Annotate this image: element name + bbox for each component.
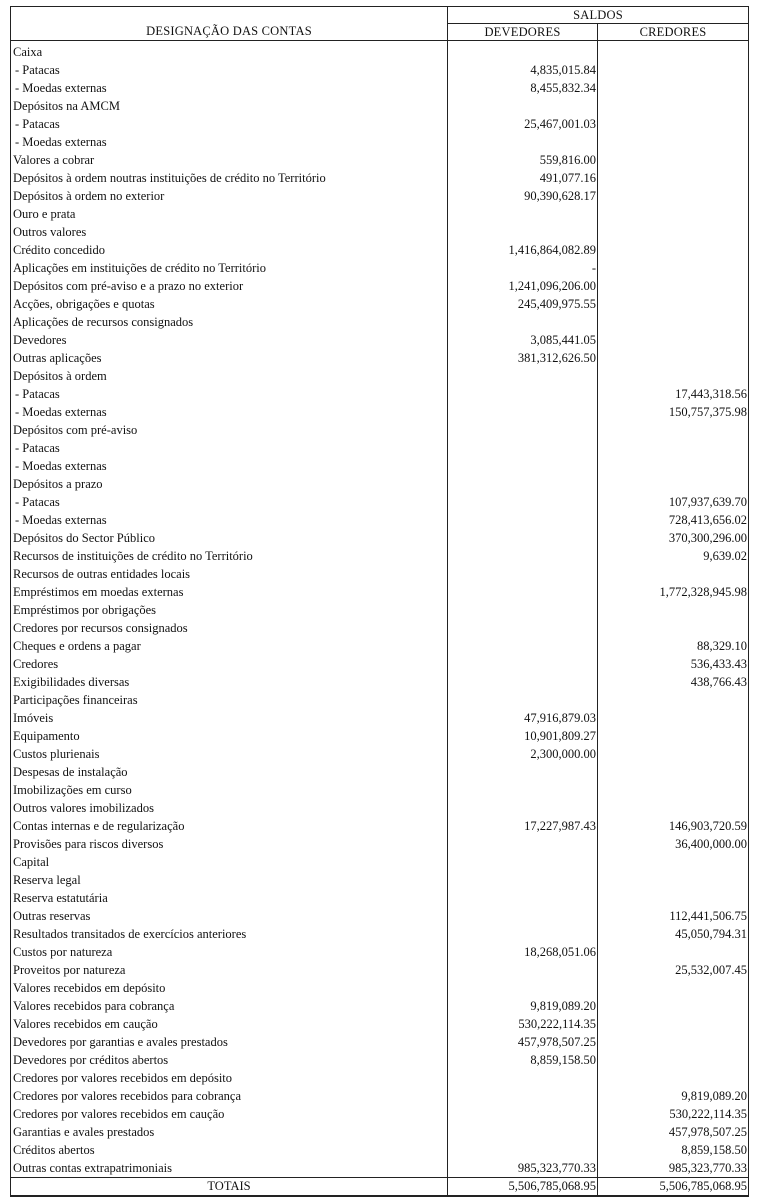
credores-cell: 107,937,639.70 xyxy=(598,493,749,511)
account-name-cell: Cheques e ordens a pagar xyxy=(11,637,448,655)
devedores-cell xyxy=(448,565,598,583)
account-name-cell: Garantias e avales prestados xyxy=(11,1123,448,1141)
credores-cell: 146,903,720.59 xyxy=(598,817,749,835)
account-name-cell: Crédito concedido xyxy=(11,241,448,259)
devedores-cell xyxy=(448,655,598,673)
devedores-cell xyxy=(448,547,598,565)
devedores-cell xyxy=(448,529,598,547)
devedores-cell: 559,816.00 xyxy=(448,151,598,169)
table-row xyxy=(11,943,749,961)
table-body xyxy=(11,41,749,1178)
table-row xyxy=(11,691,749,709)
devedores-cell xyxy=(448,637,598,655)
devedores-cell xyxy=(448,763,598,781)
credores-cell xyxy=(598,997,749,1015)
table-row xyxy=(11,565,749,583)
credores-cell xyxy=(598,709,749,727)
table-row xyxy=(11,457,749,475)
credores-cell: 530,222,114.35 xyxy=(598,1105,749,1123)
table-row xyxy=(11,817,749,835)
table-row xyxy=(11,475,749,493)
table-row xyxy=(11,1105,749,1123)
credores-cell xyxy=(598,259,749,277)
credores-cell xyxy=(598,115,749,133)
account-name-cell: Caixa xyxy=(11,41,448,62)
devedores-cell xyxy=(448,1123,598,1141)
devedores-cell: 18,268,051.06 xyxy=(448,943,598,961)
account-name-cell: - Patacas xyxy=(11,115,448,133)
column-header-credores: CREDORES xyxy=(598,24,749,41)
table-row xyxy=(11,655,749,673)
account-name-cell: Depósitos na AMCM xyxy=(11,97,448,115)
credores-cell: 150,757,375.98 xyxy=(598,403,749,421)
table-row xyxy=(11,421,749,439)
credores-cell xyxy=(598,691,749,709)
devedores-cell: 90,390,628.17 xyxy=(448,187,598,205)
account-name-cell: Custos plurienais xyxy=(11,745,448,763)
account-name-cell: Valores a cobrar xyxy=(11,151,448,169)
table-row xyxy=(11,403,749,421)
devedores-cell: 17,227,987.43 xyxy=(448,817,598,835)
devedores-cell xyxy=(448,97,598,115)
credores-cell xyxy=(598,439,749,457)
account-name-cell: Devedores por créditos abertos xyxy=(11,1051,448,1069)
account-name-cell: Aplicações em instituições de crédito no Território xyxy=(11,259,448,277)
accounts-balance-table xyxy=(10,6,749,1197)
credores-cell xyxy=(598,979,749,997)
devedores-cell xyxy=(448,493,598,511)
table-row xyxy=(11,205,749,223)
account-name-cell: Outras reservas xyxy=(11,907,448,925)
credores-cell xyxy=(598,349,749,367)
account-name-cell: Devedores xyxy=(11,331,448,349)
table-row xyxy=(11,781,749,799)
credores-cell: 36,400,000.00 xyxy=(598,835,749,853)
devedores-cell xyxy=(448,799,598,817)
devedores-cell xyxy=(448,385,598,403)
devedores-cell xyxy=(448,313,598,331)
credores-cell xyxy=(598,457,749,475)
account-name-cell: Exigibilidades diversas xyxy=(11,673,448,691)
credores-cell xyxy=(598,853,749,871)
account-name-cell: Equipamento xyxy=(11,727,448,745)
credores-cell: 1,772,328,945.98 xyxy=(598,583,749,601)
devedores-cell xyxy=(448,41,598,62)
table-row xyxy=(11,889,749,907)
credores-cell: 9,819,089.20 xyxy=(598,1087,749,1105)
credores-cell: 9,639.02 xyxy=(598,547,749,565)
account-name-cell: Outros valores imobilizados xyxy=(11,799,448,817)
table-row xyxy=(11,169,749,187)
credores-cell: 8,859,158.50 xyxy=(598,1141,749,1159)
devedores-cell xyxy=(448,1069,598,1087)
credores-cell xyxy=(598,1033,749,1051)
credores-cell: 457,978,507.25 xyxy=(598,1123,749,1141)
table-row xyxy=(11,925,749,943)
totals-devedores: 5,506,785,068.95 xyxy=(448,1178,598,1197)
column-group-header-saldos: SALDOS xyxy=(448,7,749,24)
credores-cell xyxy=(598,421,749,439)
account-name-cell: Recursos de instituições de crédito no Território xyxy=(11,547,448,565)
table-row xyxy=(11,709,749,727)
credores-cell xyxy=(598,169,749,187)
table-row xyxy=(11,367,749,385)
devedores-cell: 3,085,441.05 xyxy=(448,331,598,349)
table-row xyxy=(11,511,749,529)
devedores-cell: - xyxy=(448,259,598,277)
column-header-account-name: DESIGNAÇÃO DAS CONTAS xyxy=(11,7,448,41)
credores-cell xyxy=(598,565,749,583)
table-row xyxy=(11,1051,749,1069)
credores-cell: 370,300,296.00 xyxy=(598,529,749,547)
table-row xyxy=(11,1015,749,1033)
devedores-cell xyxy=(448,133,598,151)
credores-cell xyxy=(598,781,749,799)
table-row xyxy=(11,187,749,205)
account-name-cell: Credores por recursos consignados xyxy=(11,619,448,637)
credores-cell xyxy=(598,295,749,313)
table-row xyxy=(11,1069,749,1087)
devedores-cell: 245,409,975.55 xyxy=(448,295,598,313)
table-row xyxy=(11,41,749,62)
table-row xyxy=(11,1159,749,1178)
credores-cell xyxy=(598,41,749,62)
table-row xyxy=(11,673,749,691)
table-row xyxy=(11,1141,749,1159)
credores-cell xyxy=(598,133,749,151)
devedores-cell xyxy=(448,223,598,241)
table-row xyxy=(11,619,749,637)
account-name-cell: Contas internas e de regularização xyxy=(11,817,448,835)
credores-cell: 45,050,794.31 xyxy=(598,925,749,943)
credores-cell xyxy=(598,241,749,259)
credores-cell xyxy=(598,619,749,637)
devedores-cell xyxy=(448,403,598,421)
devedores-cell xyxy=(448,475,598,493)
devedores-cell: 1,241,096,206.00 xyxy=(448,277,598,295)
table-row xyxy=(11,331,749,349)
account-name-cell: Depósitos a prazo xyxy=(11,475,448,493)
account-name-cell: Credores por valores recebidos em caução xyxy=(11,1105,448,1123)
account-name-cell: Recursos de outras entidades locais xyxy=(11,565,448,583)
credores-cell: 25,532,007.45 xyxy=(598,961,749,979)
devedores-cell xyxy=(448,1141,598,1159)
devedores-cell: 2,300,000.00 xyxy=(448,745,598,763)
account-name-cell: Reserva legal xyxy=(11,871,448,889)
table-row xyxy=(11,637,749,655)
table-row xyxy=(11,259,749,277)
table-row xyxy=(11,79,749,97)
account-name-cell: Credores por valores recebidos para cobrança xyxy=(11,1087,448,1105)
credores-cell xyxy=(598,943,749,961)
credores-cell xyxy=(598,1051,749,1069)
credores-cell xyxy=(598,151,749,169)
devedores-cell: 47,916,879.03 xyxy=(448,709,598,727)
credores-cell xyxy=(598,871,749,889)
table-row xyxy=(11,601,749,619)
devedores-cell: 25,467,001.03 xyxy=(448,115,598,133)
credores-cell: 112,441,506.75 xyxy=(598,907,749,925)
credores-cell xyxy=(598,313,749,331)
account-name-cell: Depósitos do Sector Público xyxy=(11,529,448,547)
table-row xyxy=(11,1123,749,1141)
credores-cell xyxy=(598,763,749,781)
account-name-cell: - Patacas xyxy=(11,61,448,79)
table-row xyxy=(11,853,749,871)
column-header-devedores: DEVEDORES xyxy=(448,24,598,41)
account-name-cell: Depósitos à ordem xyxy=(11,367,448,385)
table-row xyxy=(11,763,749,781)
table-row xyxy=(11,349,749,367)
account-name-cell: Resultados transitados de exercícios anteriores xyxy=(11,925,448,943)
account-name-cell: - Patacas xyxy=(11,385,448,403)
credores-cell xyxy=(598,97,749,115)
account-name-cell: Outras aplicações xyxy=(11,349,448,367)
account-name-cell: Valores recebidos para cobrança xyxy=(11,997,448,1015)
table-row xyxy=(11,745,749,763)
credores-cell: 88,329.10 xyxy=(598,637,749,655)
account-name-cell: Imóveis xyxy=(11,709,448,727)
credores-cell xyxy=(598,1069,749,1087)
devedores-cell xyxy=(448,601,598,619)
account-name-cell: - Patacas xyxy=(11,439,448,457)
account-name-cell: Depósitos com pré-aviso xyxy=(11,421,448,439)
account-name-cell: - Moedas externas xyxy=(11,403,448,421)
credores-cell xyxy=(598,61,749,79)
table-row xyxy=(11,295,749,313)
account-name-cell: Custos por natureza xyxy=(11,943,448,961)
devedores-cell xyxy=(448,583,598,601)
credores-cell xyxy=(598,205,749,223)
account-name-cell: - Moedas externas xyxy=(11,457,448,475)
account-name-cell: Outros valores xyxy=(11,223,448,241)
table-row xyxy=(11,493,749,511)
credores-cell xyxy=(598,601,749,619)
devedores-cell xyxy=(448,979,598,997)
table-row xyxy=(11,133,749,151)
devedores-cell xyxy=(448,619,598,637)
account-name-cell: Aplicações de recursos consignados xyxy=(11,313,448,331)
credores-cell xyxy=(598,889,749,907)
account-name-cell: Depósitos com pré-aviso e a prazo no exterior xyxy=(11,277,448,295)
credores-cell: 985,323,770.33 xyxy=(598,1159,749,1178)
devedores-cell: 457,978,507.25 xyxy=(448,1033,598,1051)
account-name-cell: Acções, obrigações e quotas xyxy=(11,295,448,313)
account-name-cell: Provisões para riscos diversos xyxy=(11,835,448,853)
devedores-cell xyxy=(448,781,598,799)
table-row xyxy=(11,439,749,457)
table-row xyxy=(11,997,749,1015)
account-name-cell: Devedores por garantias e avales prestados xyxy=(11,1033,448,1051)
devedores-cell: 8,455,832.34 xyxy=(448,79,598,97)
credores-cell: 17,443,318.56 xyxy=(598,385,749,403)
balance-sheet xyxy=(10,6,748,1197)
devedores-cell xyxy=(448,907,598,925)
devedores-cell: 1,416,864,082.89 xyxy=(448,241,598,259)
account-name-cell: Credores xyxy=(11,655,448,673)
account-name-cell: - Moedas externas xyxy=(11,79,448,97)
account-name-cell: Depósitos à ordem no exterior xyxy=(11,187,448,205)
devedores-cell xyxy=(448,835,598,853)
credores-cell xyxy=(598,727,749,745)
devedores-cell: 530,222,114.35 xyxy=(448,1015,598,1033)
account-name-cell: - Moedas externas xyxy=(11,511,448,529)
table-row xyxy=(11,1087,749,1105)
credores-cell xyxy=(598,277,749,295)
credores-cell xyxy=(598,1015,749,1033)
account-name-cell: - Moedas externas xyxy=(11,133,448,151)
account-name-cell: Valores recebidos em depósito xyxy=(11,979,448,997)
account-name-cell: Créditos abertos xyxy=(11,1141,448,1159)
devedores-cell: 381,312,626.50 xyxy=(448,349,598,367)
devedores-cell xyxy=(448,853,598,871)
credores-cell xyxy=(598,79,749,97)
account-name-cell: Depósitos à ordem noutras instituições de crédito no Território xyxy=(11,169,448,187)
devedores-cell xyxy=(448,871,598,889)
table-row xyxy=(11,223,749,241)
devedores-cell: 10,901,809.27 xyxy=(448,727,598,745)
devedores-cell: 9,819,089.20 xyxy=(448,997,598,1015)
devedores-cell xyxy=(448,421,598,439)
devedores-cell xyxy=(448,1087,598,1105)
totals-label: TOTAIS xyxy=(11,1178,448,1197)
table-row xyxy=(11,799,749,817)
table-row xyxy=(11,115,749,133)
devedores-cell xyxy=(448,1105,598,1123)
account-name-cell: - Patacas xyxy=(11,493,448,511)
devedores-cell xyxy=(448,511,598,529)
devedores-cell xyxy=(448,961,598,979)
table-row xyxy=(11,97,749,115)
account-name-cell: Ouro e prata xyxy=(11,205,448,223)
devedores-cell: 4,835,015.84 xyxy=(448,61,598,79)
account-name-cell: Empréstimos em moedas externas xyxy=(11,583,448,601)
table-row xyxy=(11,961,749,979)
account-name-cell: Outras contas extrapatrimoniais xyxy=(11,1159,448,1178)
credores-cell xyxy=(598,367,749,385)
credores-cell: 728,413,656.02 xyxy=(598,511,749,529)
devedores-cell xyxy=(448,457,598,475)
table-row xyxy=(11,385,749,403)
table-row xyxy=(11,61,749,79)
credores-cell xyxy=(598,223,749,241)
account-name-cell: Empréstimos por obrigações xyxy=(11,601,448,619)
table-row xyxy=(11,313,749,331)
credores-cell xyxy=(598,475,749,493)
table-row xyxy=(11,583,749,601)
table-row xyxy=(11,871,749,889)
account-name-cell: Valores recebidos em caução xyxy=(11,1015,448,1033)
table-row xyxy=(11,151,749,169)
credores-cell xyxy=(598,799,749,817)
account-name-cell: Imobilizações em curso xyxy=(11,781,448,799)
devedores-cell xyxy=(448,439,598,457)
devedores-cell xyxy=(448,925,598,943)
account-name-cell: Despesas de instalação xyxy=(11,763,448,781)
credores-cell: 438,766.43 xyxy=(598,673,749,691)
devedores-cell: 985,323,770.33 xyxy=(448,1159,598,1178)
credores-cell xyxy=(598,331,749,349)
account-name-cell: Proveitos por natureza xyxy=(11,961,448,979)
credores-cell: 536,433.43 xyxy=(598,655,749,673)
credores-cell xyxy=(598,745,749,763)
devedores-cell: 8,859,158.50 xyxy=(448,1051,598,1069)
table-row xyxy=(11,907,749,925)
table-row xyxy=(11,727,749,745)
devedores-cell xyxy=(448,673,598,691)
devedores-cell xyxy=(448,367,598,385)
devedores-cell xyxy=(448,889,598,907)
table-row xyxy=(11,277,749,295)
table-row xyxy=(11,241,749,259)
devedores-cell xyxy=(448,205,598,223)
table-row xyxy=(11,979,749,997)
table-row xyxy=(11,547,749,565)
account-name-cell: Capital xyxy=(11,853,448,871)
account-name-cell: Participações financeiras xyxy=(11,691,448,709)
credores-cell xyxy=(598,187,749,205)
totals-row xyxy=(11,1178,749,1197)
devedores-cell xyxy=(448,691,598,709)
table-row xyxy=(11,1033,749,1051)
totals-credores: 5,506,785,068.95 xyxy=(598,1178,749,1197)
devedores-cell: 491,077.16 xyxy=(448,169,598,187)
table-row xyxy=(11,835,749,853)
account-name-cell: Credores por valores recebidos em depósito xyxy=(11,1069,448,1087)
table-row xyxy=(11,529,749,547)
account-name-cell: Reserva estatutária xyxy=(11,889,448,907)
